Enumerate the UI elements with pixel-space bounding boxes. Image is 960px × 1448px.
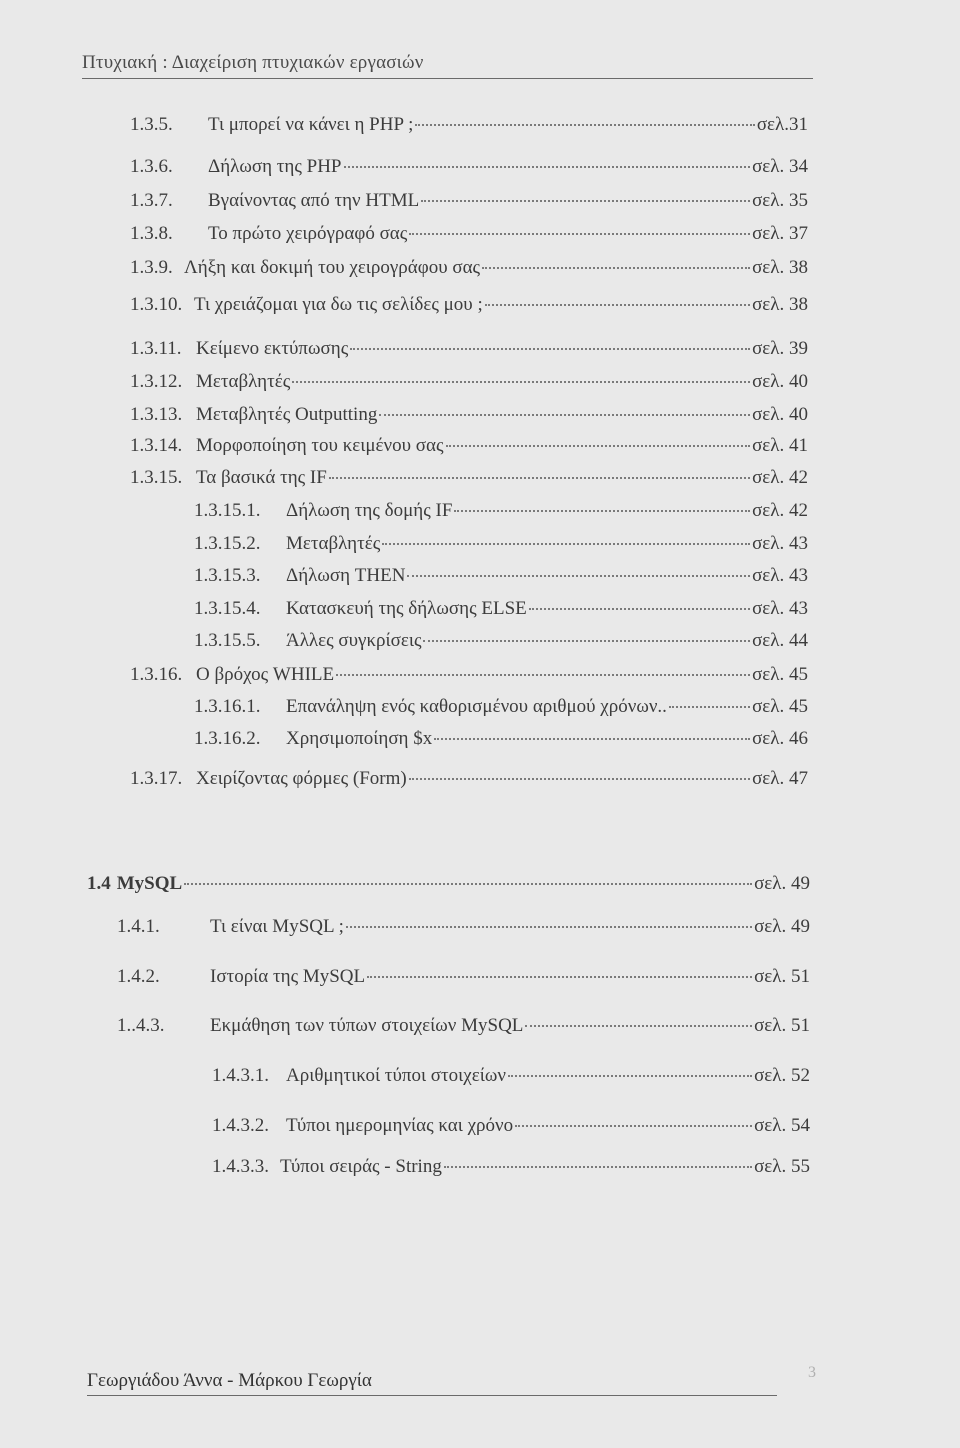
toc-entry-number: 1.4.2. — [117, 966, 160, 987]
toc-entry-leader — [346, 926, 752, 928]
toc-entry-page: σελ. 38 — [752, 294, 808, 315]
toc-entry-number: 1.3.12. — [130, 371, 183, 392]
toc-entry-title: Αριθμητικοί τύποι στοιχείων — [286, 1065, 506, 1086]
toc-entry-leader — [382, 543, 750, 545]
toc-entry-number: 1.3.8. — [130, 223, 173, 244]
toc-entry-page: σελ. 35 — [752, 190, 808, 211]
toc-entry-number: 1.3.11. — [130, 338, 182, 359]
toc-entry-title: Τα βασικά της IF — [196, 467, 327, 488]
toc-entry-number: 1.3.16.2. — [194, 728, 261, 749]
toc-entry — [87, 873, 810, 895]
toc-entry-title: Τύποι σειράς - String — [280, 1156, 442, 1177]
toc-entry-number: 1.3.15.4. — [194, 598, 261, 619]
toc-entry-number: 1.3.15.2. — [194, 533, 261, 554]
toc-entry-title: Βγαίνοντας από την HTML — [208, 190, 420, 211]
toc-entry-number: 1.3.14. — [130, 435, 183, 456]
toc-entry — [130, 664, 808, 686]
toc-entry-title: Τι χρειάζομαι για δω τις σελίδες μου ; — [194, 294, 483, 315]
toc-entry-number: 1.3.6. — [130, 156, 173, 177]
toc-entry — [117, 916, 810, 938]
toc-entry — [130, 156, 808, 178]
toc-entry-title: Ιστορία της MySQL — [210, 966, 366, 987]
toc-entry-leader — [444, 1166, 752, 1168]
toc-entry-title: Χρησιμοποίηση $x — [286, 728, 433, 749]
toc-entry-number: 1.3.7. — [130, 190, 173, 211]
toc-entry-title: Μεταβλητές — [286, 533, 381, 554]
toc-entry-title: Τι μπορεί να κάνει η PHP ; — [208, 114, 414, 135]
toc-entry-page: σελ. 43 — [752, 533, 808, 554]
page-header: Πτυχιακή : Διαχείριση πτυχιακών εργασιών — [82, 52, 424, 73]
toc-entry — [194, 565, 808, 587]
toc-entry-title: Τι είναι MySQL ; — [210, 916, 344, 937]
toc-entry — [130, 223, 808, 245]
toc-entry-leader — [407, 575, 750, 577]
toc-entry-page: σελ. 38 — [752, 257, 808, 278]
toc-entry-number: 1.3.5. — [130, 114, 173, 135]
toc-entry-page: σελ. 40 — [752, 371, 808, 392]
toc-entry-leader — [184, 883, 752, 885]
toc-entry-page: σελ. 37 — [752, 223, 808, 244]
toc-entry-number: 1.3.13. — [130, 404, 183, 425]
toc-entry-title: Δήλωση THEN — [286, 565, 406, 586]
toc-entry — [212, 1156, 810, 1178]
toc-entry — [130, 257, 808, 279]
toc-entry-page: σελ. 49 — [754, 916, 810, 937]
toc-entry-leader — [409, 778, 750, 780]
toc-entry-page: σελ. 54 — [754, 1115, 810, 1136]
toc-entry — [194, 598, 808, 620]
toc-entry-number: 1.4.3.2. — [212, 1115, 269, 1136]
toc-entry-number: 1.4.1. — [117, 916, 160, 937]
toc-entry-page: σελ. 43 — [752, 565, 808, 586]
toc-entry — [194, 500, 808, 522]
toc-entry-title: Τύποι ημερομηνίας και χρόνο — [286, 1115, 514, 1136]
toc-entry-title: Εκμάθηση των τύπων στοιχείων MySQL — [210, 1015, 524, 1036]
toc-entry-number: 1.4.3.1. — [212, 1065, 269, 1086]
toc-entry — [130, 404, 808, 426]
toc-entry-leader — [529, 608, 750, 610]
toc-entry-page: σελ. 47 — [752, 768, 808, 789]
toc-entry-title: Δήλωση της PHP — [208, 156, 342, 177]
toc-entry-leader — [336, 674, 750, 676]
toc-entry-title: Το πρώτο χειρόγραφό σας — [208, 223, 408, 244]
toc-entry-page: σελ. 39 — [752, 338, 808, 359]
toc-entry-page: σελ. 52 — [754, 1065, 810, 1086]
toc-entry-page: σελ. 49 — [754, 873, 810, 894]
toc-entry-number: 1..4.3. — [117, 1015, 165, 1036]
toc-entry — [194, 696, 808, 718]
toc-entry-number: 1.3.15.5. — [194, 630, 261, 651]
toc-entry-leader — [515, 1125, 752, 1127]
toc-entry — [130, 294, 808, 316]
toc-entry-leader — [423, 640, 750, 642]
toc-entry-page: σελ. 34 — [752, 156, 808, 177]
toc-entry-number: 1.3.9. — [130, 257, 173, 278]
toc-entry — [117, 1015, 810, 1037]
toc-entry-title: Μορφοποίηση του κειμένου σας — [196, 435, 444, 456]
toc-entry — [212, 1115, 810, 1137]
toc-entry-page: σελ. 51 — [754, 966, 810, 987]
toc-entry — [130, 768, 808, 790]
toc-entry — [130, 190, 808, 212]
toc-entry-leader — [421, 200, 750, 202]
toc-entry-page: σελ. 45 — [752, 664, 808, 685]
toc-entry-title: Επανάληψη ενός καθορισμένου αριθμού χρόνων.. — [286, 696, 667, 717]
header-rule — [82, 78, 813, 79]
toc-entry-page: σελ. 46 — [752, 728, 808, 749]
toc-entry-page: σελ. 42 — [752, 467, 808, 488]
page-number: 3 — [808, 1364, 816, 1381]
toc-entry-leader — [292, 381, 750, 383]
toc-entry — [130, 467, 808, 489]
toc-entry-leader — [415, 124, 754, 126]
toc-entry-number: 1.3.15.1. — [194, 500, 261, 521]
toc-entry-leader — [508, 1075, 752, 1077]
toc-entry — [117, 966, 810, 988]
toc-entry-leader — [482, 267, 750, 269]
toc-entry — [194, 533, 808, 555]
toc-entry-number: 1.3.16.1. — [194, 696, 261, 717]
toc-entry-page: σελ. 51 — [754, 1015, 810, 1036]
toc-entry-leader — [434, 738, 750, 740]
toc-entry-leader — [485, 304, 750, 306]
toc-entry-leader — [350, 348, 750, 350]
toc-entry-page: σελ.31 — [756, 114, 808, 135]
toc-entry-number: 1.3.17. — [130, 768, 183, 789]
toc-entry-title: Ο βρόχος WHILE — [196, 664, 335, 685]
toc-entry — [130, 338, 808, 360]
toc-entry-title: Δήλωση της δομής IF — [286, 500, 453, 521]
toc-entry-leader — [379, 414, 750, 416]
page-footer: Γεωργιάδου Άννα - Μάρκου Γεωργία — [87, 1370, 372, 1391]
toc-entry-title: Κατασκευή της δήλωσης ELSE — [286, 598, 527, 619]
toc-entry — [194, 630, 808, 652]
toc-entry-number: 1.4.3.3. — [212, 1156, 269, 1177]
toc-entry-page: σελ. 41 — [752, 435, 808, 456]
toc-entry-leader — [329, 477, 750, 479]
toc-entry — [130, 435, 808, 457]
toc-entry-number: 1.3.15. — [130, 467, 183, 488]
toc-entry-number: 1.3.16. — [130, 664, 183, 685]
toc-entry — [212, 1065, 810, 1087]
toc-entry-number: 1.4 — [87, 873, 111, 894]
toc-entry-number: 1.3.10. — [130, 294, 183, 315]
toc-entry-title: Κείμενο εκτύπωσης — [196, 338, 349, 359]
toc-entry-page: σελ. 40 — [752, 404, 808, 425]
toc-entry-leader — [409, 233, 750, 235]
toc-entry-page: σελ. 45 — [752, 696, 808, 717]
toc-entry-page: σελ. 43 — [752, 598, 808, 619]
toc-entry-page: σελ. 42 — [752, 500, 808, 521]
toc-entry — [130, 114, 808, 136]
toc-entry-title: MySQL — [116, 873, 183, 894]
toc-entry-title: Μεταβλητές — [196, 371, 291, 392]
toc-entry-leader — [344, 166, 751, 168]
toc-entry-title: Μεταβλητές Outputting — [196, 404, 378, 425]
toc-entry-title: Λήξη και δοκιμή του χειρογράφου σας — [184, 257, 481, 278]
toc-entry — [194, 728, 808, 750]
toc-entry-title: Άλλες συγκρίσεις — [286, 630, 422, 651]
toc-entry-title: Χειρίζοντας φόρμες (Form) — [196, 768, 407, 789]
toc-entry-page: σελ. 44 — [752, 630, 808, 651]
toc-entry-leader — [367, 976, 752, 978]
toc-entry-leader — [446, 445, 751, 447]
footer-rule — [87, 1395, 777, 1396]
toc-entry-page: σελ. 55 — [754, 1156, 810, 1177]
toc-entry-leader — [525, 1025, 752, 1027]
toc-entry-leader — [669, 706, 750, 708]
toc-entry — [130, 371, 808, 393]
toc-entry-number: 1.3.15.3. — [194, 565, 261, 586]
toc-entry-leader — [454, 510, 750, 512]
